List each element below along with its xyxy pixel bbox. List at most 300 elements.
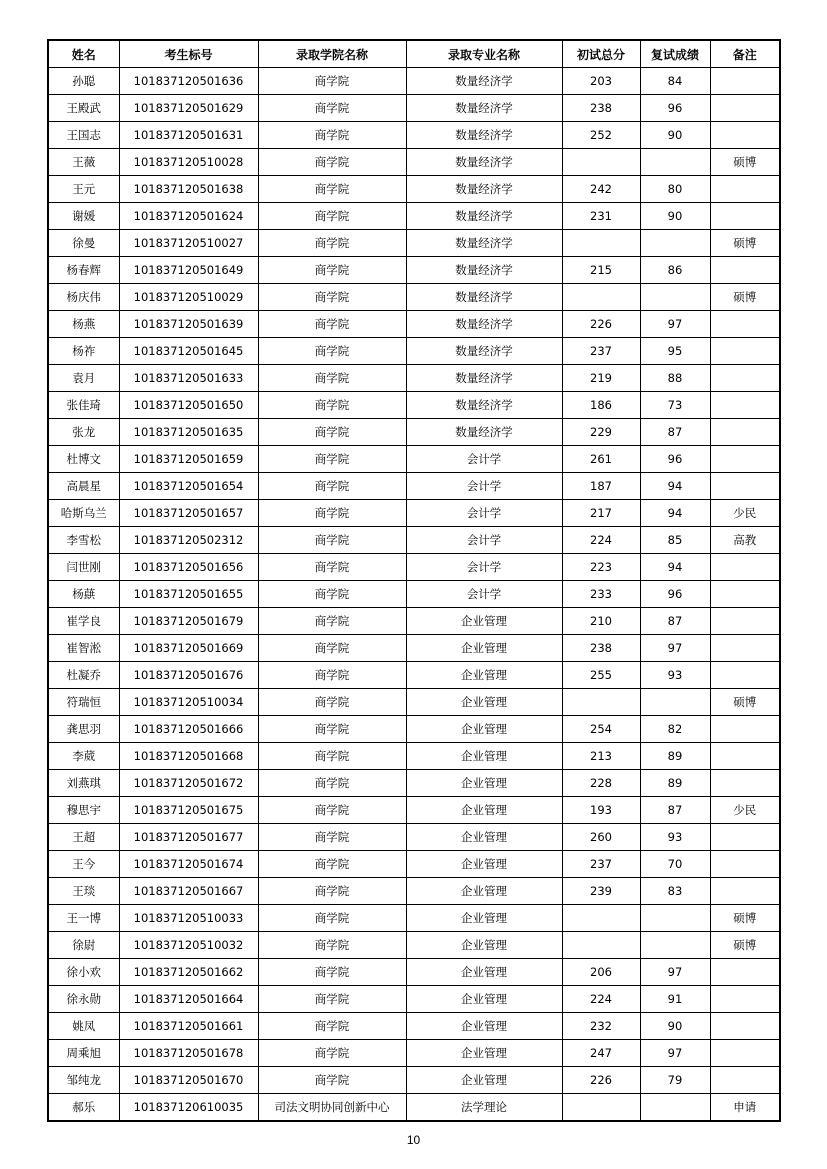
- table-row: [48, 1067, 780, 1094]
- cell-candidate-id: 101837120501655: [119, 581, 258, 608]
- table-row: [48, 149, 780, 176]
- cell-candidate-id: 101837120501666: [119, 716, 258, 743]
- cell-remark: [710, 1067, 780, 1094]
- cell-name: 杨庆伟: [48, 284, 119, 311]
- cell-remark: [710, 419, 780, 446]
- cell-college: 商学院: [258, 770, 406, 797]
- cell-candidate-id: 101837120501667: [119, 878, 258, 905]
- cell-college: 商学院: [258, 446, 406, 473]
- cell-retest-score: 94: [640, 500, 710, 527]
- cell-name: 高晨星: [48, 473, 119, 500]
- column-header-major: 录取专业名称: [406, 40, 562, 68]
- cell-initial-score: 242: [562, 176, 640, 203]
- cell-retest-score: [640, 932, 710, 959]
- cell-major: 企业管理: [406, 932, 562, 959]
- cell-major: 会计学: [406, 473, 562, 500]
- cell-retest-score: 89: [640, 770, 710, 797]
- cell-initial-score: 247: [562, 1040, 640, 1067]
- cell-major: 数量经济学: [406, 203, 562, 230]
- cell-name: 李雪松: [48, 527, 119, 554]
- cell-major: 数量经济学: [406, 257, 562, 284]
- cell-remark: [710, 95, 780, 122]
- cell-college: 商学院: [258, 419, 406, 446]
- cell-candidate-id: 101837120510034: [119, 689, 258, 716]
- cell-name: 杨蕻: [48, 581, 119, 608]
- cell-college: 商学院: [258, 284, 406, 311]
- cell-retest-score: [640, 689, 710, 716]
- cell-name: 徐永勋: [48, 986, 119, 1013]
- cell-candidate-id: 101837120501657: [119, 500, 258, 527]
- table-row: [48, 1094, 780, 1122]
- cell-name: 杨燕: [48, 311, 119, 338]
- cell-retest-score: [640, 149, 710, 176]
- column-header-name: 姓名: [48, 40, 119, 68]
- cell-major: 数量经济学: [406, 230, 562, 257]
- cell-name: 徐尉: [48, 932, 119, 959]
- cell-candidate-id: 101837120501669: [119, 635, 258, 662]
- header-row: [48, 40, 780, 68]
- cell-candidate-id: 101837120501672: [119, 770, 258, 797]
- cell-initial-score: 232: [562, 1013, 640, 1040]
- cell-college: 商学院: [258, 473, 406, 500]
- cell-college: 商学院: [258, 527, 406, 554]
- cell-name: 谢媛: [48, 203, 119, 230]
- cell-retest-score: [640, 1094, 710, 1122]
- column-header-retest-score: 复试成绩: [640, 40, 710, 68]
- cell-candidate-id: 101837120501668: [119, 743, 258, 770]
- cell-initial-score: 193: [562, 797, 640, 824]
- cell-college: 商学院: [258, 95, 406, 122]
- cell-college: 商学院: [258, 392, 406, 419]
- cell-college: 商学院: [258, 257, 406, 284]
- cell-college: 商学院: [258, 203, 406, 230]
- cell-college: 商学院: [258, 932, 406, 959]
- cell-remark: [710, 176, 780, 203]
- cell-name: 崔学良: [48, 608, 119, 635]
- cell-candidate-id: 101837120510028: [119, 149, 258, 176]
- cell-remark: [710, 365, 780, 392]
- cell-initial-score: [562, 905, 640, 932]
- cell-name: 杜凝乔: [48, 662, 119, 689]
- cell-college: 商学院: [258, 581, 406, 608]
- cell-retest-score: 95: [640, 338, 710, 365]
- cell-retest-score: 97: [640, 311, 710, 338]
- cell-major: 企业管理: [406, 824, 562, 851]
- cell-retest-score: [640, 230, 710, 257]
- table-row: [48, 986, 780, 1013]
- cell-retest-score: 82: [640, 716, 710, 743]
- cell-major: 数量经济学: [406, 365, 562, 392]
- cell-major: 数量经济学: [406, 338, 562, 365]
- cell-initial-score: 219: [562, 365, 640, 392]
- cell-major: 企业管理: [406, 1067, 562, 1094]
- cell-remark: [710, 203, 780, 230]
- cell-remark: 硕博: [710, 284, 780, 311]
- cell-name: 符瑞恒: [48, 689, 119, 716]
- cell-remark: [710, 851, 780, 878]
- cell-retest-score: 90: [640, 122, 710, 149]
- cell-college: 商学院: [258, 1040, 406, 1067]
- cell-retest-score: [640, 905, 710, 932]
- cell-name: 王今: [48, 851, 119, 878]
- cell-remark: [710, 554, 780, 581]
- cell-retest-score: 87: [640, 419, 710, 446]
- cell-retest-score: 96: [640, 95, 710, 122]
- cell-major: 企业管理: [406, 878, 562, 905]
- cell-retest-score: [640, 284, 710, 311]
- column-header-initial-score: 初试总分: [562, 40, 640, 68]
- table-row: [48, 743, 780, 770]
- cell-major: 会计学: [406, 581, 562, 608]
- cell-retest-score: 87: [640, 797, 710, 824]
- cell-college: 商学院: [258, 149, 406, 176]
- table-row: [48, 824, 780, 851]
- table-row: [48, 716, 780, 743]
- cell-retest-score: 73: [640, 392, 710, 419]
- cell-remark: 高教: [710, 527, 780, 554]
- cell-remark: 少民: [710, 500, 780, 527]
- table-row: [48, 1013, 780, 1040]
- cell-name: 张龙: [48, 419, 119, 446]
- table-row: [48, 689, 780, 716]
- cell-college: 商学院: [258, 365, 406, 392]
- cell-candidate-id: 101837120501675: [119, 797, 258, 824]
- cell-initial-score: [562, 230, 640, 257]
- cell-name: 王琰: [48, 878, 119, 905]
- cell-major: 企业管理: [406, 635, 562, 662]
- page-number: 10: [406, 1133, 421, 1147]
- cell-major: 企业管理: [406, 689, 562, 716]
- cell-name: 周乘旭: [48, 1040, 119, 1067]
- cell-college: 商学院: [258, 176, 406, 203]
- cell-remark: 硕博: [710, 905, 780, 932]
- table-row: [48, 419, 780, 446]
- cell-initial-score: [562, 689, 640, 716]
- cell-college: 商学院: [258, 851, 406, 878]
- cell-initial-score: 210: [562, 608, 640, 635]
- cell-retest-score: 97: [640, 1040, 710, 1067]
- cell-candidate-id: 101837120501636: [119, 68, 258, 95]
- cell-initial-score: [562, 932, 640, 959]
- cell-initial-score: 187: [562, 473, 640, 500]
- table-row: [48, 257, 780, 284]
- cell-retest-score: 84: [640, 68, 710, 95]
- table-row: [48, 635, 780, 662]
- cell-candidate-id: 101837120501649: [119, 257, 258, 284]
- cell-college: 司法文明协同创新中心: [258, 1094, 406, 1122]
- cell-retest-score: 85: [640, 527, 710, 554]
- cell-retest-score: 79: [640, 1067, 710, 1094]
- cell-initial-score: 238: [562, 635, 640, 662]
- table-row: [48, 95, 780, 122]
- cell-remark: [710, 743, 780, 770]
- cell-candidate-id: 101837120501677: [119, 824, 258, 851]
- cell-retest-score: 80: [640, 176, 710, 203]
- cell-initial-score: 233: [562, 581, 640, 608]
- cell-retest-score: 86: [640, 257, 710, 284]
- cell-remark: [710, 122, 780, 149]
- cell-college: 商学院: [258, 905, 406, 932]
- cell-name: 王元: [48, 176, 119, 203]
- column-header-remark: 备注: [710, 40, 780, 68]
- cell-remark: 申请: [710, 1094, 780, 1122]
- cell-name: 张佳琦: [48, 392, 119, 419]
- cell-initial-score: [562, 149, 640, 176]
- cell-remark: [710, 446, 780, 473]
- table-row: [48, 500, 780, 527]
- cell-major: 企业管理: [406, 797, 562, 824]
- cell-college: 商学院: [258, 824, 406, 851]
- cell-retest-score: 90: [640, 1013, 710, 1040]
- cell-remark: [710, 1040, 780, 1067]
- cell-remark: [710, 338, 780, 365]
- cell-initial-score: 224: [562, 986, 640, 1013]
- cell-name: 刘燕琪: [48, 770, 119, 797]
- table-row: [48, 878, 780, 905]
- cell-major: 数量经济学: [406, 311, 562, 338]
- cell-candidate-id: 101837120502312: [119, 527, 258, 554]
- cell-major: 数量经济学: [406, 284, 562, 311]
- table-row: [48, 797, 780, 824]
- cell-initial-score: 237: [562, 338, 640, 365]
- cell-major: 企业管理: [406, 959, 562, 986]
- cell-candidate-id: 101837120501654: [119, 473, 258, 500]
- cell-initial-score: 260: [562, 824, 640, 851]
- cell-college: 商学院: [258, 230, 406, 257]
- cell-college: 商学院: [258, 662, 406, 689]
- cell-initial-score: 238: [562, 95, 640, 122]
- table-row: [48, 176, 780, 203]
- cell-remark: [710, 824, 780, 851]
- table-row: [48, 338, 780, 365]
- cell-name: 徐小欢: [48, 959, 119, 986]
- cell-remark: [710, 986, 780, 1013]
- admission-table: [47, 39, 781, 1122]
- cell-initial-score: 206: [562, 959, 640, 986]
- cell-initial-score: 215: [562, 257, 640, 284]
- cell-candidate-id: 101837120501662: [119, 959, 258, 986]
- cell-candidate-id: 101837120501676: [119, 662, 258, 689]
- cell-candidate-id: 101837120501624: [119, 203, 258, 230]
- cell-remark: [710, 311, 780, 338]
- table-row: [48, 932, 780, 959]
- table-row: [48, 527, 780, 554]
- cell-retest-score: 90: [640, 203, 710, 230]
- cell-name: 李葳: [48, 743, 119, 770]
- table-row: [48, 851, 780, 878]
- cell-major: 企业管理: [406, 716, 562, 743]
- cell-remark: [710, 257, 780, 284]
- cell-remark: [710, 878, 780, 905]
- cell-major: 企业管理: [406, 1040, 562, 1067]
- cell-candidate-id: 101837120510029: [119, 284, 258, 311]
- cell-major: 企业管理: [406, 1013, 562, 1040]
- cell-initial-score: [562, 1094, 640, 1122]
- cell-initial-score: 186: [562, 392, 640, 419]
- cell-initial-score: 228: [562, 770, 640, 797]
- cell-major: 数量经济学: [406, 149, 562, 176]
- cell-initial-score: 261: [562, 446, 640, 473]
- cell-initial-score: 217: [562, 500, 640, 527]
- cell-initial-score: [562, 284, 640, 311]
- cell-retest-score: 94: [640, 554, 710, 581]
- cell-major: 数量经济学: [406, 122, 562, 149]
- cell-retest-score: 70: [640, 851, 710, 878]
- cell-remark: [710, 392, 780, 419]
- cell-initial-score: 229: [562, 419, 640, 446]
- table-row: [48, 959, 780, 986]
- cell-name: 徐曼: [48, 230, 119, 257]
- cell-college: 商学院: [258, 878, 406, 905]
- cell-remark: [710, 581, 780, 608]
- cell-retest-score: 83: [640, 878, 710, 905]
- cell-college: 商学院: [258, 1067, 406, 1094]
- cell-retest-score: 96: [640, 581, 710, 608]
- cell-name: 王薇: [48, 149, 119, 176]
- cell-major: 数量经济学: [406, 176, 562, 203]
- cell-name: 杨春辉: [48, 257, 119, 284]
- cell-remark: 硕博: [710, 932, 780, 959]
- cell-college: 商学院: [258, 338, 406, 365]
- cell-remark: [710, 1013, 780, 1040]
- cell-major: 法学理论: [406, 1094, 562, 1122]
- cell-candidate-id: 101837120501645: [119, 338, 258, 365]
- table-row: [48, 392, 780, 419]
- cell-remark: [710, 68, 780, 95]
- cell-retest-score: 88: [640, 365, 710, 392]
- cell-name: 崔智淞: [48, 635, 119, 662]
- cell-initial-score: 255: [562, 662, 640, 689]
- cell-candidate-id: 101837120501674: [119, 851, 258, 878]
- cell-initial-score: 239: [562, 878, 640, 905]
- cell-name: 邹纯龙: [48, 1067, 119, 1094]
- table-row: [48, 662, 780, 689]
- cell-major: 企业管理: [406, 986, 562, 1013]
- cell-retest-score: 93: [640, 824, 710, 851]
- cell-college: 商学院: [258, 122, 406, 149]
- cell-initial-score: 203: [562, 68, 640, 95]
- table-row: [48, 203, 780, 230]
- cell-major: 数量经济学: [406, 419, 562, 446]
- cell-college: 商学院: [258, 635, 406, 662]
- cell-college: 商学院: [258, 797, 406, 824]
- table-row: [48, 365, 780, 392]
- cell-major: 会计学: [406, 446, 562, 473]
- cell-name: 王超: [48, 824, 119, 851]
- table-row: [48, 554, 780, 581]
- cell-name: 郝乐: [48, 1094, 119, 1122]
- cell-candidate-id: 101837120510033: [119, 905, 258, 932]
- cell-retest-score: 89: [640, 743, 710, 770]
- cell-college: 商学院: [258, 959, 406, 986]
- cell-candidate-id: 101837120501629: [119, 95, 258, 122]
- cell-name: 王一博: [48, 905, 119, 932]
- cell-candidate-id: 101837120501664: [119, 986, 258, 1013]
- cell-retest-score: 97: [640, 959, 710, 986]
- cell-candidate-id: 101837120501638: [119, 176, 258, 203]
- cell-remark: 少民: [710, 797, 780, 824]
- cell-initial-score: 226: [562, 1067, 640, 1094]
- table-row: [48, 446, 780, 473]
- cell-retest-score: 87: [640, 608, 710, 635]
- cell-remark: 硕博: [710, 230, 780, 257]
- cell-candidate-id: 101837120501635: [119, 419, 258, 446]
- cell-retest-score: 96: [640, 446, 710, 473]
- cell-name: 闫世刚: [48, 554, 119, 581]
- cell-remark: [710, 473, 780, 500]
- cell-retest-score: 93: [640, 662, 710, 689]
- cell-remark: [710, 662, 780, 689]
- cell-remark: [710, 635, 780, 662]
- cell-major: 数量经济学: [406, 392, 562, 419]
- cell-major: 会计学: [406, 500, 562, 527]
- cell-major: 会计学: [406, 554, 562, 581]
- cell-candidate-id: 101837120510032: [119, 932, 258, 959]
- column-header-candidate-id: 考生标号: [119, 40, 258, 68]
- cell-initial-score: 226: [562, 311, 640, 338]
- cell-college: 商学院: [258, 743, 406, 770]
- cell-name: 孙聪: [48, 68, 119, 95]
- cell-major: 企业管理: [406, 662, 562, 689]
- cell-major: 企业管理: [406, 851, 562, 878]
- cell-remark: 硕博: [710, 149, 780, 176]
- cell-remark: [710, 608, 780, 635]
- table-row: [48, 473, 780, 500]
- cell-candidate-id: 101837120501670: [119, 1067, 258, 1094]
- cell-retest-score: 94: [640, 473, 710, 500]
- table-row: [48, 1040, 780, 1067]
- cell-name: 王国志: [48, 122, 119, 149]
- cell-name: 袁月: [48, 365, 119, 392]
- cell-major: 数量经济学: [406, 68, 562, 95]
- cell-college: 商学院: [258, 1013, 406, 1040]
- table-header: [48, 40, 780, 68]
- cell-candidate-id: 101837120501633: [119, 365, 258, 392]
- cell-name: 王殿武: [48, 95, 119, 122]
- cell-major: 企业管理: [406, 770, 562, 797]
- table-row: [48, 311, 780, 338]
- cell-name: 哈斯乌兰: [48, 500, 119, 527]
- cell-candidate-id: 101837120501639: [119, 311, 258, 338]
- cell-college: 商学院: [258, 716, 406, 743]
- cell-candidate-id: 101837120501650: [119, 392, 258, 419]
- table-row: [48, 581, 780, 608]
- cell-candidate-id: 101837120501678: [119, 1040, 258, 1067]
- cell-initial-score: 224: [562, 527, 640, 554]
- table-row: [48, 230, 780, 257]
- table-row: [48, 608, 780, 635]
- cell-initial-score: 254: [562, 716, 640, 743]
- cell-college: 商学院: [258, 554, 406, 581]
- cell-initial-score: 252: [562, 122, 640, 149]
- cell-major: 企业管理: [406, 905, 562, 932]
- cell-candidate-id: 101837120610035: [119, 1094, 258, 1122]
- cell-initial-score: 231: [562, 203, 640, 230]
- cell-remark: [710, 770, 780, 797]
- cell-initial-score: 223: [562, 554, 640, 581]
- cell-retest-score: 97: [640, 635, 710, 662]
- cell-candidate-id: 101837120501659: [119, 446, 258, 473]
- cell-candidate-id: 101837120501631: [119, 122, 258, 149]
- cell-major: 数量经济学: [406, 95, 562, 122]
- cell-candidate-id: 101837120510027: [119, 230, 258, 257]
- cell-college: 商学院: [258, 68, 406, 95]
- cell-college: 商学院: [258, 500, 406, 527]
- cell-candidate-id: 101837120501661: [119, 1013, 258, 1040]
- cell-major: 会计学: [406, 527, 562, 554]
- table-row: [48, 770, 780, 797]
- cell-major: 企业管理: [406, 608, 562, 635]
